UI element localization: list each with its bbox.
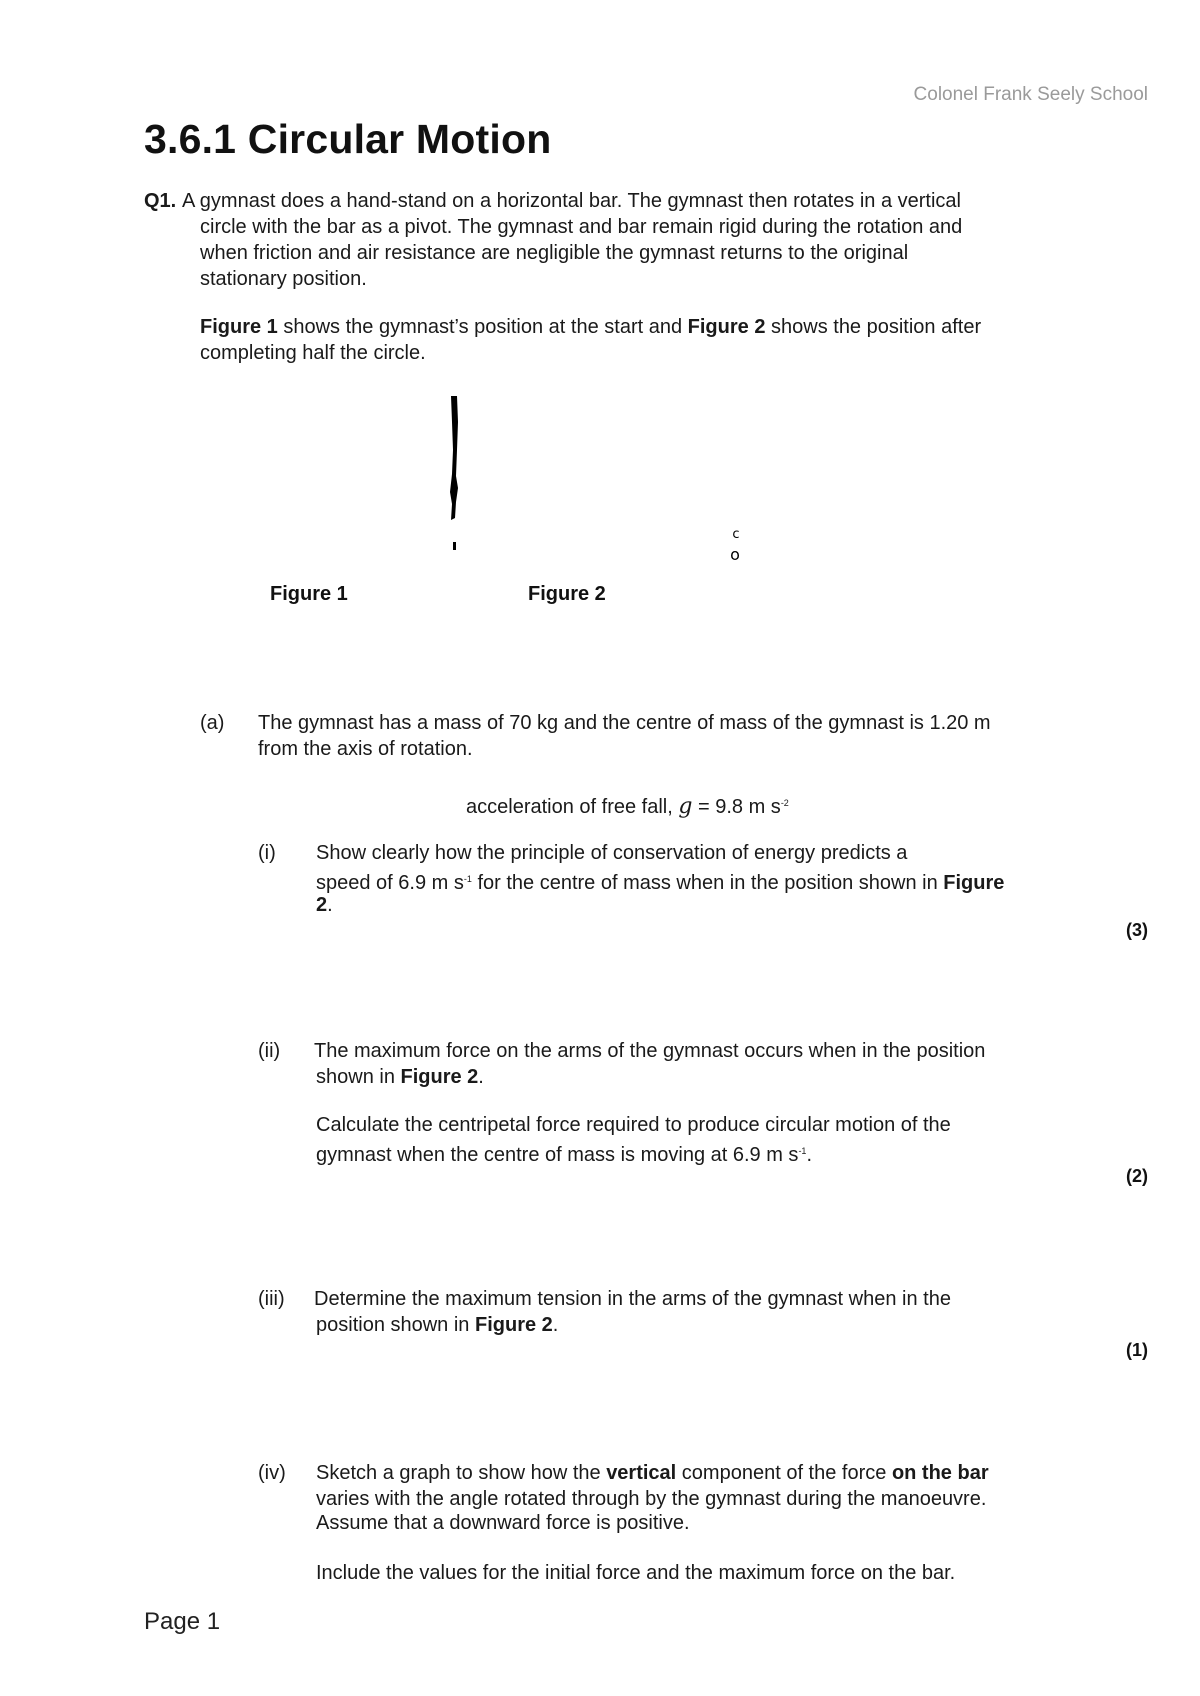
gymnast-hanging-figure [726, 524, 746, 564]
g-symbol: g [678, 794, 693, 819]
part-a-label: (a) [200, 712, 225, 734]
part-i-line-1: Show clearly how the principle of conservation of energy predicts a [316, 842, 908, 864]
part-iii-figure-ref: Figure 2 [474, 1314, 553, 1336]
gymnast-handstand-figure [440, 392, 470, 552]
part-ii-marks: (2) [1126, 1166, 1148, 1186]
figure-1-caption: Figure 1 [270, 583, 348, 605]
figure-2-caption: Figure 2 [528, 583, 606, 605]
part-i-speed-exponent: -1 [463, 874, 472, 884]
part-iv-line-2: varies with the angle rotated through by the gymnast during the manoeuvre. [316, 1488, 987, 1510]
part-ii-speed-text: gymnast when the centre of mass is moving at 6.9 m s [316, 1144, 799, 1166]
part-iv-line-4: Include the values for the initial force and the maximum force on the bar. [316, 1562, 956, 1584]
part-ii-line-4-end: . [806, 1144, 813, 1166]
part-ii-line-1: The maximum force on the arms of the gymnast occurs when in the position [314, 1040, 986, 1062]
part-iv-line-1-c: component of the force [676, 1462, 892, 1484]
part-ii-line-4 [316, 1138, 812, 1168]
figure-description-part-1: shows the gymnast’s position at the start and [277, 316, 688, 338]
part-ii-label: (ii) [258, 1040, 281, 1062]
part-iv-on-the-bar: on the bar [891, 1462, 989, 1484]
acceleration-free-fall [466, 790, 789, 820]
part-i-line-3 [316, 892, 333, 918]
part-ii-figure-ref: Figure 2 [400, 1066, 479, 1088]
figure-mark-c: c [732, 527, 740, 542]
part-iv-vertical: vertical [606, 1462, 677, 1484]
part-iv-label: (iv) [258, 1462, 286, 1484]
part-ii-speed-exponent: -1 [798, 1146, 807, 1156]
acceleration-value: = 9.8 m s [692, 796, 781, 818]
figure-description [200, 314, 1100, 340]
part-i-line-2-rest: for the centre of mass when in the position shown in [471, 872, 944, 894]
intro-line-1: A gymnast does a hand-stand on a horizontal bar. The gymnast then rotates in a vertical [182, 190, 961, 212]
part-a-line-2: from the axis of rotation. [258, 738, 473, 760]
question-number: Q1. [144, 190, 177, 212]
part-iii-line-2 [316, 1312, 558, 1338]
part-ii-line-3: Calculate the centripetal force required to produce circular motion of the [316, 1114, 951, 1136]
page-number: Page 1 [144, 1608, 221, 1635]
part-i-figure-number: 2 [316, 894, 328, 916]
part-iv-line-3: Assume that a downward force is positive. [316, 1512, 690, 1534]
part-iii-line-2-end: . [552, 1314, 559, 1336]
intro-line-2: circle with the bar as a pivot. The gymnast and bar remain rigid during the rotation and [200, 216, 963, 238]
part-i-marks: (3) [1126, 920, 1148, 940]
part-i-line-2 [316, 866, 1004, 896]
part-iii-label: (iii) [258, 1288, 285, 1310]
figure-mark-o: o [730, 545, 740, 564]
part-ii-line-2 [316, 1064, 484, 1090]
intro-line-3: when friction and air resistance are negligible the gymnast returns to the original [200, 242, 909, 264]
figure-1-ref: Figure 1 [200, 316, 278, 338]
part-a-line-1: The gymnast has a mass of 70 kg and the centre of mass of the gymnast is 1.20 m [258, 712, 991, 734]
acceleration-text: acceleration of free fall, [466, 796, 673, 818]
part-iv-line-1 [316, 1460, 989, 1486]
part-iv-line-1-a: Sketch a graph to show how the [316, 1462, 607, 1484]
part-i-label: (i) [258, 842, 276, 864]
figure-description-part-2: shows the position after [765, 316, 982, 338]
part-i-speed-text: speed of 6.9 m s [316, 872, 464, 894]
acceleration-unit-exponent: -2 [780, 798, 789, 808]
part-iii-marks: (1) [1126, 1340, 1148, 1360]
figure-description-line-2: completing half the circle. [200, 342, 426, 364]
intro-line-4: stationary position. [200, 268, 367, 290]
part-ii-line-2-text: shown in [316, 1066, 401, 1088]
part-i-figure-ref: Figure [943, 872, 1005, 894]
part-iii-line-1: Determine the maximum tension in the arms of the gymnast when in the [314, 1288, 951, 1310]
part-i-line-3-end: . [327, 894, 333, 916]
school-name: Colonel Frank Seely School [913, 84, 1148, 105]
part-ii-line-2-end: . [478, 1066, 484, 1088]
part-iii-line-2-text: position shown in [316, 1314, 475, 1336]
figure-2-ref: Figure 2 [687, 316, 766, 338]
page-title: 3.6.1 Circular Motion [144, 116, 552, 162]
